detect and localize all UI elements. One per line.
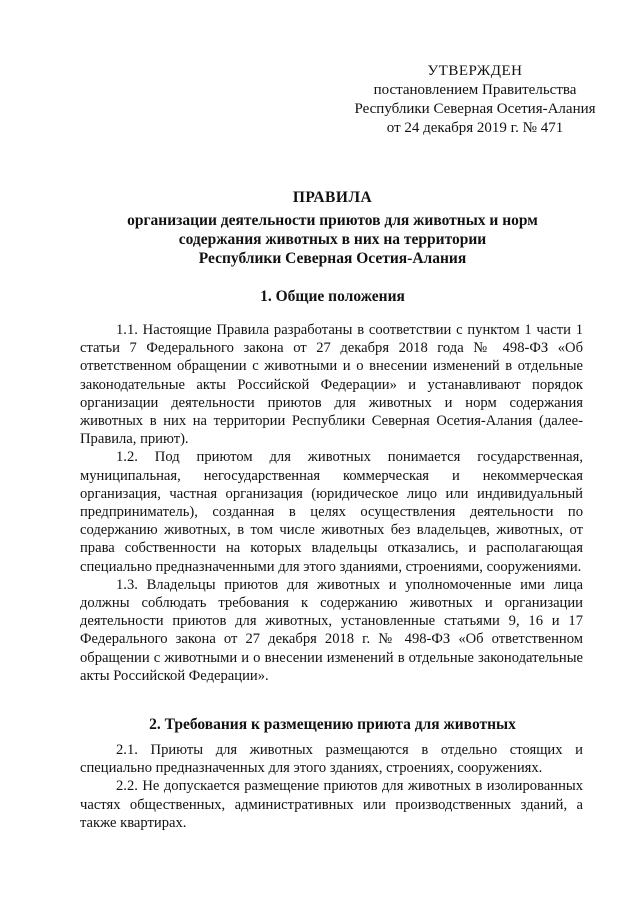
document-title (80, 188, 585, 268)
approval-line-date: от 24 декабря 2019 г. № 471 (386, 120, 564, 136)
paragraph-1-2: 1.2. Под приютом для животных понимается государственная, муниципальная, негосударственная коммерческая и некоммерческая организация, частная организация (юридическое лицо или индивидуальный предприниматель), созданная в целях осуществления деятельности по содержанию животных, в том числе животных без владельцев, животных, от права собственности на которых владельцы отказались, и располагающая специально предназначенными для этого зданиями, строениями, сооружениями. (80, 449, 583, 575)
section2-heading: 2. Требования к размещению приюта для животных (149, 716, 516, 733)
section1-body (80, 321, 583, 685)
paragraph-2-2: 2.2. Не допускается размещение приютов для животных в изолированных частях общественных, административных или производственных зданий, а также квартирах. (80, 778, 583, 831)
document-title-line2: содержания животных в них на территории (178, 231, 487, 248)
paragraph-1-1: 1.1. Настоящие Правила разработаны в соответствии с пунктом 1 части 1 статьи 7 Федерального закона от 27 декабря 2018 года № 498-ФЗ «Об ответственном обращении с животными и о внесении изменений в отдельные законодательные акты Российской Федерации» и устанавливают порядок организации деятельности приютов для животных и норм содержания животных в них на территории Республики Северная Осетия-Алания (далее-Правила, приют). (80, 322, 583, 448)
document-title-line3: Республики Северная Осетия-Алания (198, 250, 467, 267)
document-title-main: ПРАВИЛА (292, 189, 373, 206)
paragraph-2-1: 2.1. Приюты для животных размещаются в отдельно стоящих и специально предназначенных для этого зданиях, строениях, сооружениях. (80, 742, 583, 777)
document-title-line1: организации деятельности приютов для животных и норм (127, 212, 538, 229)
approval-title: УТВЕРЖДЕН (427, 63, 523, 79)
section1-heading: 1. Общие положения (260, 288, 405, 305)
paragraph-1-3: 1.3. Владельцы приютов для животных и уполномоченные ими лица должны соблюдать требования к содержанию животных и организации деятельности приютов для животных, установленные статьями 9, 16 и 17 Федерального закона от 27 декабря 2018 г. № 498-ФЗ «Об ответственном обращении с животными и о внесении изменений в отдельные законодательные акты Российской Федерации». (80, 576, 583, 684)
approval-line-republic: Республики Северная Осетия-Алания (354, 101, 596, 117)
section2-body (80, 741, 583, 832)
approval-stamp (345, 62, 605, 138)
approval-line-resolution: постановлением Правительства (373, 82, 577, 98)
